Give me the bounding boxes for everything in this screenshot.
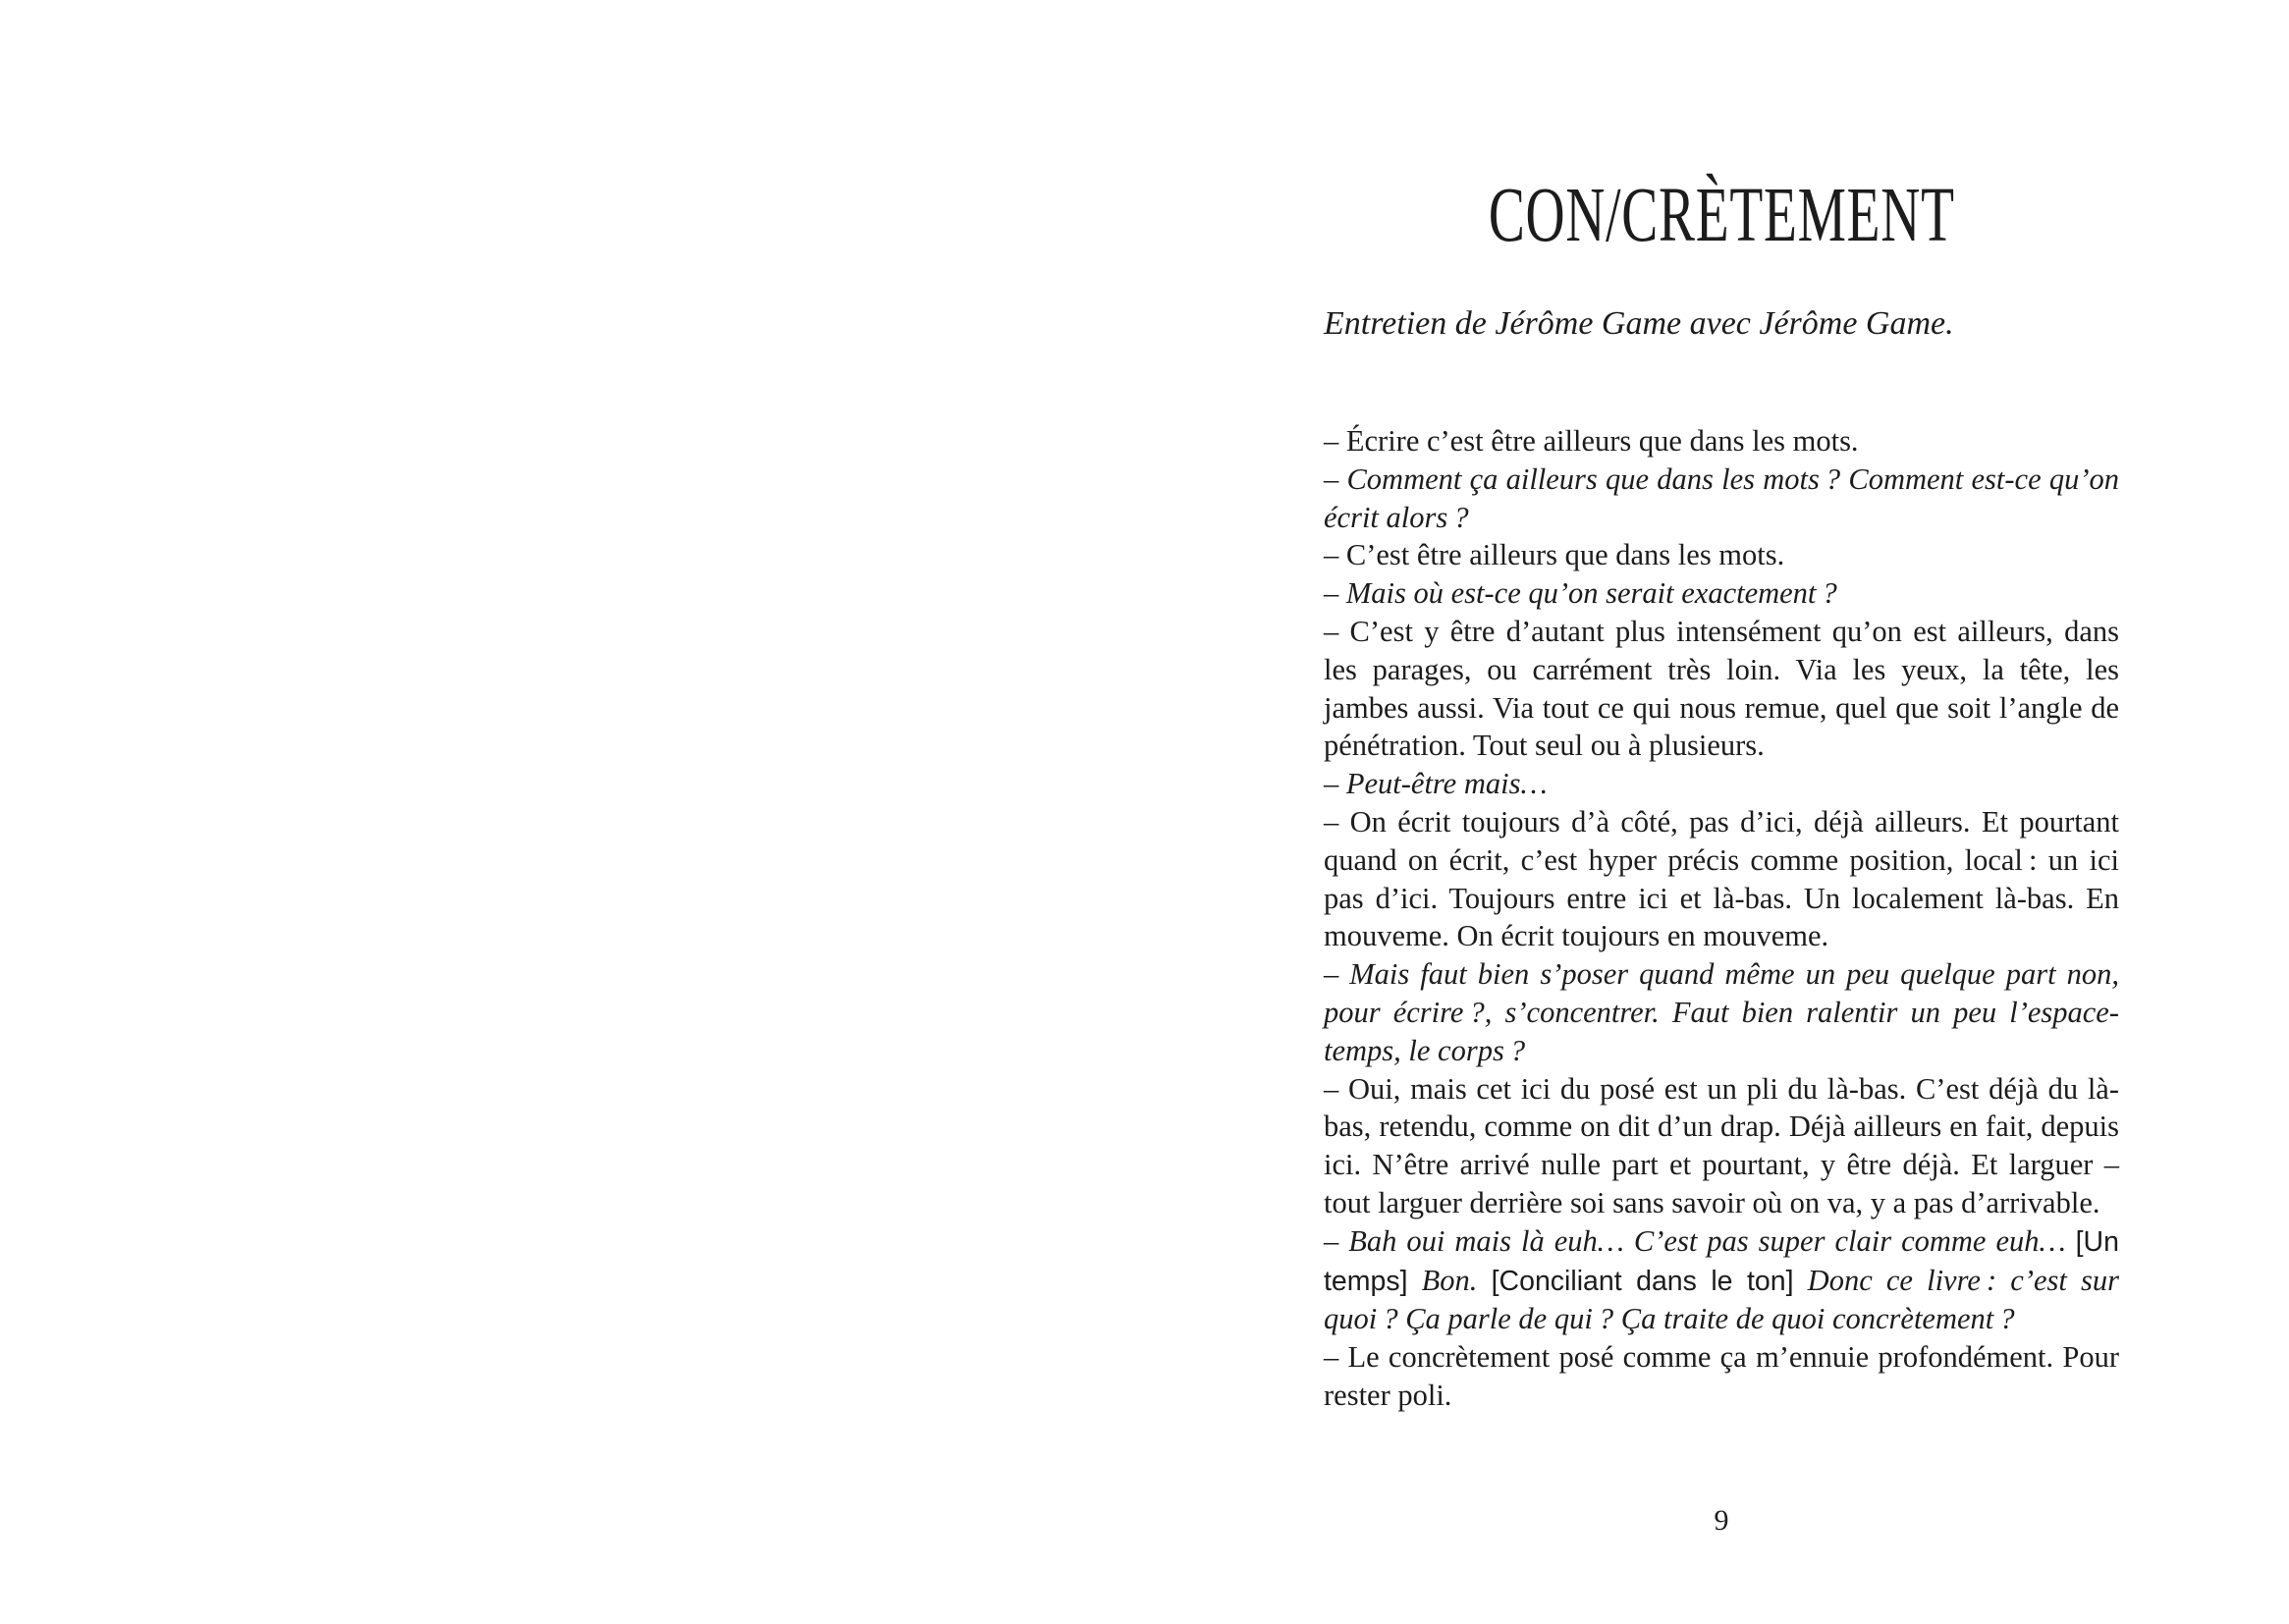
dialogue-segment-italic: – Bah oui mais là euh… C’est pas super clair comme euh… <box>1324 1223 2076 1258</box>
dialogue-segment-italic: – Mais faut bien s’poser quand même un peu quelque part non, pour écrire ?, s’concentrer. Faut bien ralentir un peu l’espace-temps, le corps ? <box>1324 957 2119 1067</box>
dialogue-segment-roman: – On écrit toujours d’à côté, pas d’ici, déjà ailleurs. Et pourtant quand on écrit, c’est hyper précis comme position, local : un ici pas d’ici. Toujours entre ici et là-bas. Un localement là-bas. En mouveme. On écrit toujours en mouveme. <box>1324 804 2119 953</box>
dialogue-segment-roman: – Oui, mais cet ici du posé est un pli du là-bas. C’est déjà du là-bas, retendu, comme on dit d’un drap. Déjà ailleurs en fait, depuis ici. N’être arrivé nulle part et pourtant, y être déjà. Et larguer – tout larguer derrière soi sans savoir où on va, y a pas d’arrivable. <box>1324 1071 2119 1219</box>
dialogue-segment-sans: [Conciliant dans le ton] <box>1491 1265 1794 1297</box>
chapter-title-text: CON/CRÈTEMENT <box>1488 172 1955 258</box>
dialogue-turn <box>1324 803 2119 955</box>
dialogue-segment-italic: – Peut-être mais… <box>1324 767 1548 801</box>
dialogue-text <box>1324 422 2119 1415</box>
dialogue-segment-italic: Donc ce livre : c’est sur quoi ? Ça parle de qui ? Ça traite de quoi concrètement ? <box>1324 1263 2119 1336</box>
chapter-title <box>1324 172 2119 258</box>
dialogue-turn <box>1324 574 2119 613</box>
interview-byline: Entretien de Jérôme Game avec Jérôme Game. <box>1324 305 1954 342</box>
dialogue-segment-italic: Bon. <box>1407 1263 1492 1297</box>
dialogue-turn <box>1324 955 2119 1069</box>
dialogue-turn <box>1324 1222 2119 1338</box>
dialogue-segment-roman: – C’est être ailleurs que dans les mots. <box>1324 538 1785 572</box>
dialogue-segment-italic: – Comment ça ailleurs que dans les mots ? Comment est-ce qu’on écrit alors ? <box>1324 461 2119 534</box>
dialogue-turn <box>1324 460 2119 537</box>
dialogue-turn <box>1324 1338 2119 1415</box>
dialogue-segment-roman: – Le concrètement posé comme ça m’ennuie profondément. Pour rester poli. <box>1324 1340 2119 1412</box>
dialogue-turn <box>1324 613 2119 765</box>
dialogue-turn <box>1324 422 2119 460</box>
dialogue-turn <box>1324 536 2119 574</box>
dialogue-segment-italic: – Mais où est-ce qu’on serait exactement ? <box>1324 576 1837 611</box>
dialogue-segment-sans: [Un temps] <box>1324 1225 2119 1297</box>
dialogue-turn <box>1324 1070 2119 1222</box>
dialogue-segment-roman: – C’est y être d’autant plus intensément qu’on est ailleurs, dans les parages, ou carrément très loin. Via les yeux, la tête, les jambes aussi. Via tout ce qui nous remue, quel que soit l’angle de pénétration. Tout seul ou à plusieurs. <box>1324 614 2119 763</box>
dialogue-segment-roman: – Écrire c’est être ailleurs que dans les mots. <box>1324 424 1859 458</box>
dialogue-turn <box>1324 765 2119 803</box>
page-number: 9 <box>1714 1504 1729 1537</box>
